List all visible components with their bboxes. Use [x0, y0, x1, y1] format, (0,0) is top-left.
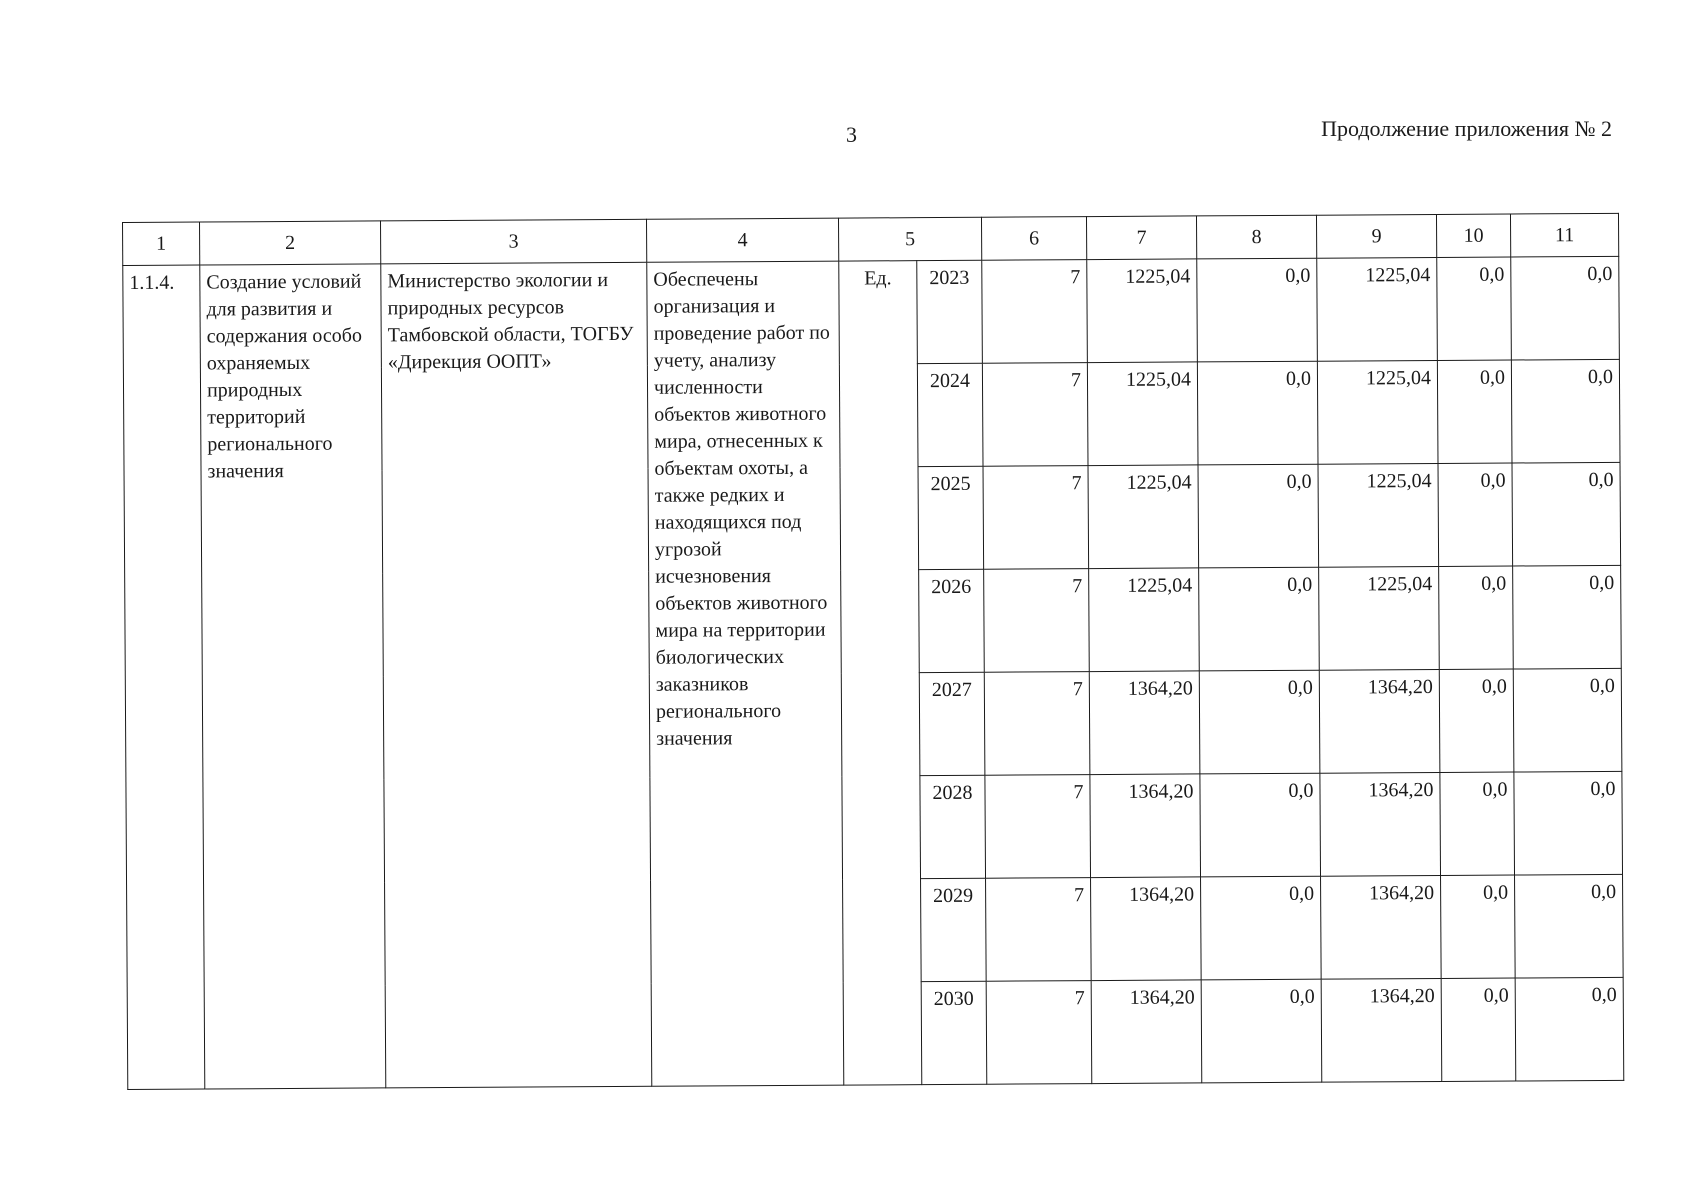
value-col8: 0,0 — [1201, 979, 1322, 1083]
continuation-note: Продолжение приложения № 2 — [1321, 116, 1612, 141]
value-col9: 1225,04 — [1318, 463, 1439, 567]
value-col10: 0,0 — [1437, 257, 1512, 360]
item-result: Обеспечены организация и проведение работ по учету, анализу численности объектов животного мира, отнесенных к объектам охоты, а также редких и находящихся под угрозой исчезновения объектов животного мира на территории биологических заказников регионального значения — [647, 261, 844, 1086]
value-col11: 0,0 — [1512, 462, 1621, 566]
year-cell: 2027 — [919, 672, 985, 775]
item-unit: Ед. — [839, 261, 922, 1085]
column-number: 10 — [1436, 214, 1510, 257]
value-col10: 0,0 — [1437, 360, 1512, 463]
value-col7: 1225,04 — [1087, 362, 1198, 466]
value-col11: 0,0 — [1515, 874, 1624, 978]
table-row — [123, 256, 1620, 368]
year-cell: 2025 — [918, 466, 984, 569]
column-number: 9 — [1316, 214, 1436, 258]
value-col9: 1225,04 — [1319, 566, 1440, 670]
value-col6: 7 — [983, 466, 1089, 570]
value-col10: 0,0 — [1440, 772, 1515, 875]
item-number: 1.1.4. — [123, 265, 205, 1089]
column-number: 11 — [1510, 213, 1618, 257]
column-number: 6 — [981, 217, 1086, 261]
year-cell: 2029 — [921, 878, 987, 981]
value-col10: 0,0 — [1439, 669, 1514, 772]
value-col11: 0,0 — [1513, 565, 1622, 669]
value-col9: 1364,20 — [1321, 875, 1442, 979]
column-number: 3 — [380, 219, 646, 264]
item-executor: Министерство экологии и природных ресурсов Тамбовской области, ТОГБУ «Дирекция ООПТ» — [381, 262, 652, 1088]
value-col7: 1364,20 — [1091, 877, 1202, 981]
year-cell: 2024 — [917, 363, 983, 466]
value-col8: 0,0 — [1199, 670, 1320, 774]
year-cell: 2026 — [919, 569, 985, 672]
value-col8: 0,0 — [1197, 361, 1318, 465]
column-number: 1 — [123, 222, 200, 265]
value-col9: 1225,04 — [1317, 360, 1438, 464]
value-col10: 0,0 — [1441, 978, 1516, 1081]
value-col8: 0,0 — [1201, 876, 1322, 980]
value-col7: 1225,04 — [1089, 568, 1200, 672]
year-cell: 2030 — [921, 981, 987, 1084]
value-col8: 0,0 — [1197, 258, 1318, 362]
item-name: Создание условий для развития и содержания особо охраняемых природных территорий регионального значения — [200, 264, 386, 1089]
column-number: 4 — [646, 218, 838, 262]
value-col11: 0,0 — [1511, 359, 1620, 463]
program-table — [122, 213, 1624, 1090]
value-col6: 7 — [982, 260, 1088, 364]
value-col6: 7 — [986, 981, 1092, 1085]
column-number: 2 — [200, 221, 381, 265]
value-col6: 7 — [984, 672, 1090, 776]
value-col10: 0,0 — [1439, 566, 1514, 669]
value-col9: 1364,20 — [1321, 978, 1442, 1082]
value-col6: 7 — [986, 878, 1092, 982]
value-col11: 0,0 — [1511, 256, 1620, 360]
value-col9: 1364,20 — [1320, 772, 1441, 876]
year-cell: 2023 — [917, 260, 983, 363]
value-col11: 0,0 — [1514, 771, 1623, 875]
column-number: 5 — [838, 217, 981, 261]
column-number: 7 — [1086, 216, 1196, 260]
value-col8: 0,0 — [1198, 464, 1319, 568]
value-col10: 0,0 — [1441, 875, 1516, 978]
value-col6: 7 — [985, 775, 1091, 879]
value-col7: 1364,20 — [1090, 774, 1201, 878]
value-col11: 0,0 — [1515, 977, 1624, 1081]
value-col6: 7 — [984, 569, 1090, 673]
column-number: 8 — [1196, 215, 1316, 259]
value-col6: 7 — [982, 363, 1088, 467]
value-col8: 0,0 — [1199, 567, 1320, 671]
value-col9: 1364,20 — [1319, 669, 1440, 773]
value-col8: 0,0 — [1200, 773, 1321, 877]
page-number: 3 — [846, 122, 857, 147]
value-col11: 0,0 — [1513, 668, 1622, 772]
value-col7: 1364,20 — [1089, 671, 1200, 775]
value-col7: 1364,20 — [1091, 980, 1202, 1084]
year-cell: 2028 — [920, 775, 986, 878]
value-col10: 0,0 — [1438, 463, 1513, 566]
value-col7: 1225,04 — [1088, 465, 1199, 569]
value-col7: 1225,04 — [1087, 259, 1198, 363]
value-col9: 1225,04 — [1317, 257, 1438, 361]
